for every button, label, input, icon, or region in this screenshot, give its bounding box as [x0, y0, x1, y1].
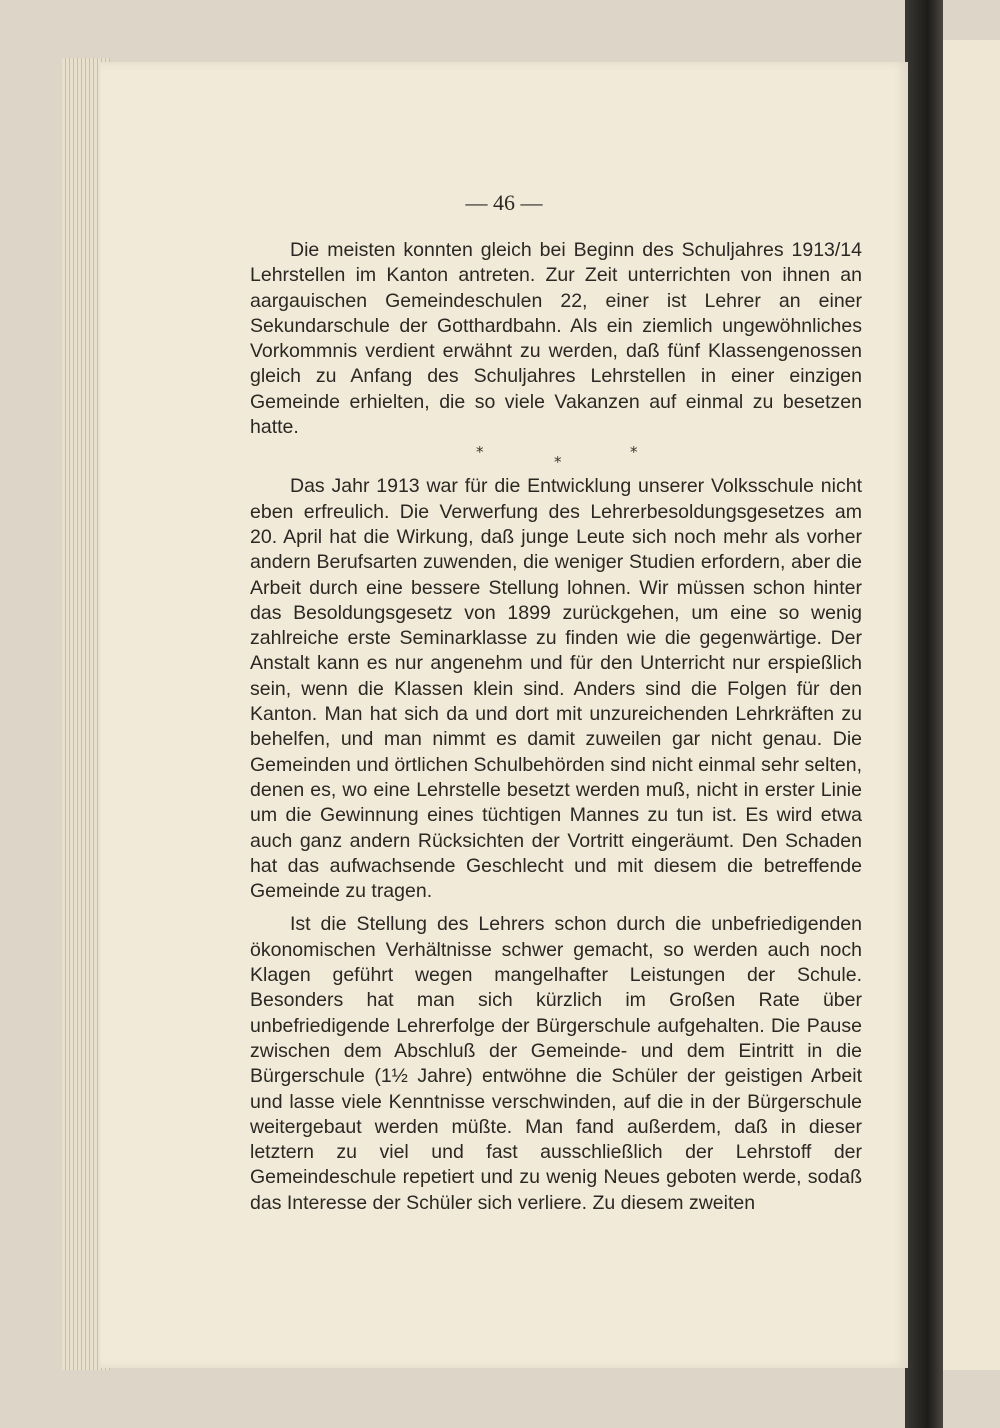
paragraph-3: Ist die Stellung des Lehrers schon durch die unbefriedigenden ökonomischen Verhältnisse schwer gemacht, so werden auch noch Klagen geführt wegen mangelhafter Leistungen der Schule. Besonders hat man sich kürzlich im Großen Rate über unbefriedigende Lehrerfolge der Bürgerschule aufgehalten. Die Pause zwischen dem Abschluß der Gemeinde- und dem Eintritt in die Bürgerschule (1½ Jahre) entwöhne die Schüler der geistigen Arbeit und lasse viele Kenntnisse verschwinden, auf die in der Bürgerschule weitergebaut werden müßte. Man fand außerdem, daß in dieser letztern zu viel und fast ausschließlich der Lehrstoff der Gemeindeschule repetiert und zu wenig Neues geboten werde, sodaß das Interesse der Schüler sich verliere. Zu diesem zweiten	[250, 913, 862, 1214]
section-separator	[250, 440, 862, 474]
book-page	[100, 62, 908, 1368]
separator-star: *	[630, 443, 638, 462]
paragraph-2: Das Jahr 1913 war für die Entwicklung unserer Volksschule nicht eben erfreulich. Die Verwerfung des Lehrerbesoldungsgesetzes am 20. April hat die Wirkung, daß junge Leute sich noch mehr als vorher andern Berufsarten zuwenden, die weniger Studien erfordern, aber die Arbeit durch eine bessere Stellung lohnen. Wir müssen schon hinter das Besoldungsgesetz von 1899 zurückgehen, um eine so wenig zahlreiche erste Seminarklasse zu finden wie die gegenwärtige. Der Anstalt kann es nur angenehm und für den Unterricht nur erspießlich sein, wenn die Klassen klein sind. Anders sind die Folgen für den Kanton. Man hat sich da und dort mit unzureichenden Lehrkräften zu behelfen, und man nimmt es damit zuweilen gar nicht genau. Die Gemeinden und örtlichen Schulbehörden sind nicht einmal sehr selten, denen es, wo eine Lehrstelle besetzt werden muß, nicht in erster Linie um die Gewinnung eines tüchtigen Mannes zu tun ist. Es wird etwa auch ganz andern Rücksichten der Vortritt eingeräumt. Den Schaden hat das aufwachsende Geschlecht und mit diesem die betreffende Gemeinde zu tragen.	[250, 475, 862, 903]
separator-star: *	[476, 443, 484, 462]
facing-page-edge	[940, 40, 1000, 1370]
page-number: — 46 —	[465, 190, 543, 215]
paragraph-1: Die meisten konnten gleich bei Beginn des Schuljahres 1913/14 Lehrstellen im Kanton antreten. Zur Zeit unterrichten von ihnen an aargauischen Gemeindeschulen 22, einer ist Lehrer an einer Sekundarschule der Gotthardbahn. Als ein ziemlich ungewöhnliches Vorkommnis verdient erwähnt zu werden, daß fünf Klassengenossen gleich zu Anfang des Schuljahres Lehrstellen in einer einzigen Gemeinde erhielten, die so viele Vakanzen auf einmal zu besetzen hatte.	[250, 239, 862, 439]
book-spine-shadow	[905, 0, 943, 1428]
separator-star: *	[554, 453, 562, 472]
body-text	[250, 238, 862, 1216]
